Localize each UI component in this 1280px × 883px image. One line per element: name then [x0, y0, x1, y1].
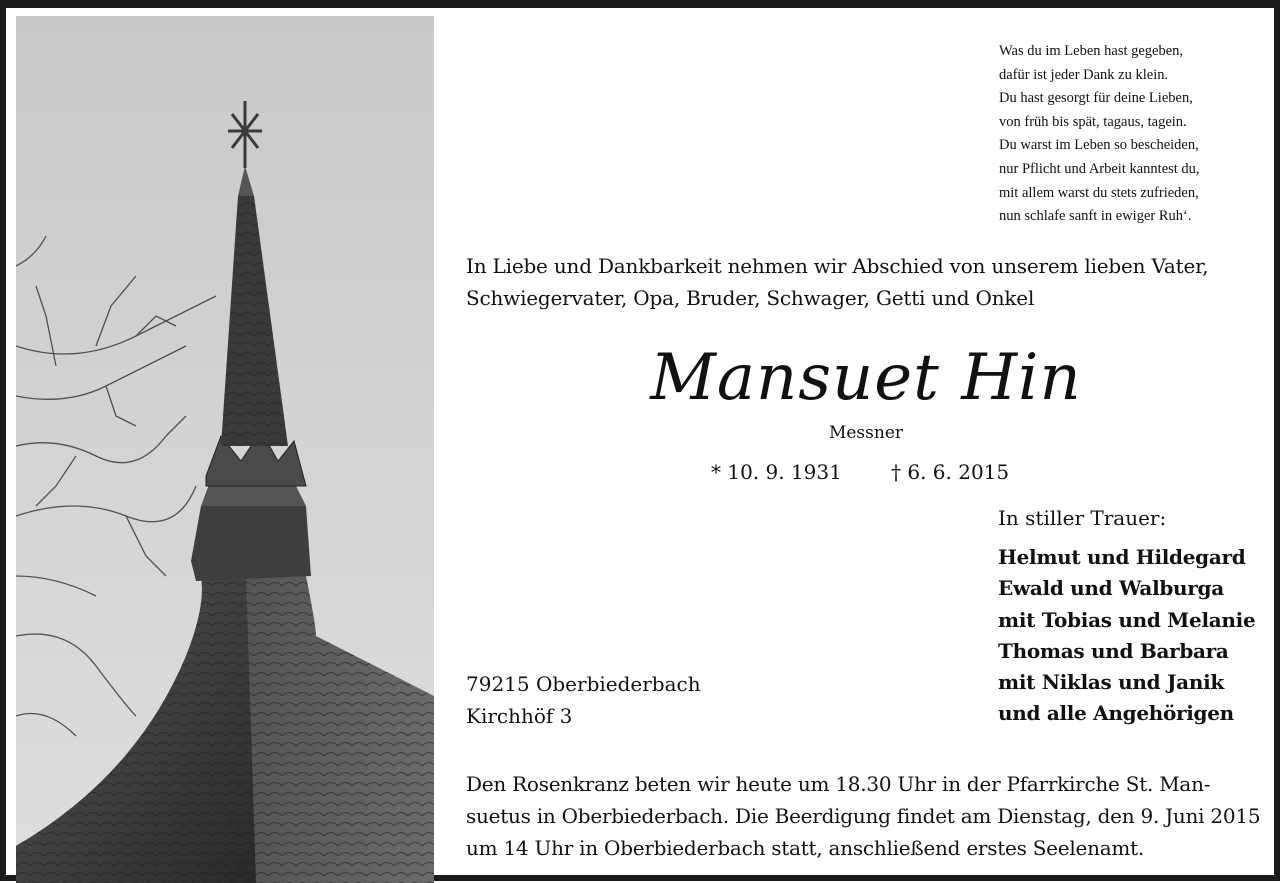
mourner-entry: mit Tobias und Melanie: [998, 607, 1256, 632]
poem-line: mit allem warst du stets zufrieden,: [999, 184, 1199, 201]
address-street: Kirchhöf 3: [466, 704, 573, 728]
service-line: Den Rosenkranz beten wir heute um 18.30 Uhr in der Pfarrkirche St. Man-: [466, 772, 1211, 796]
poem-line: dafür ist jeder Dank zu klein.: [999, 66, 1169, 83]
address-city: 79215 Oberbiederbach: [466, 672, 701, 696]
poem-line: Was du im Leben hast gegeben,: [999, 43, 1184, 59]
intro-line: In Liebe und Dankbarkeit nehmen wir Abschied von unserem lieben Vater,: [466, 254, 1209, 278]
intro-line: Schwiegervater, Opa, Bruder, Schwager, Getti und Onkel: [466, 286, 1035, 310]
poem-line: nur Pflicht und Arbeit kanntest du,: [999, 160, 1200, 177]
deceased-name: Mansuet Hin: [650, 341, 1082, 415]
mourning-heading: In stiller Trauer:: [998, 506, 1167, 530]
mourner-entry: Thomas und Barbara: [998, 638, 1229, 663]
mourners-list: [998, 542, 1255, 730]
deceased-occupation: Messner: [828, 423, 904, 443]
mourner-entry: Helmut und Hildegard: [998, 545, 1246, 569]
farewell-intro: [466, 250, 1266, 314]
memorial-poem: [999, 40, 1264, 229]
poem-line: nun schlafe sanft in ewiger Ruh‘.: [999, 208, 1192, 225]
birth-date: * 10. 9. 1931: [711, 460, 842, 484]
death-date: † 6. 6. 2015: [891, 460, 1010, 484]
church-steeple-photo: [16, 16, 434, 883]
poem-line: von früh bis spät, tagaus, tagein.: [999, 113, 1187, 130]
mourner-entry: mit Niklas und Janik: [998, 670, 1224, 695]
mourner-entry: Ewald und Walburga: [998, 576, 1224, 601]
funeral-service-info: [466, 768, 1266, 864]
poem-line: Du warst im Leben so bescheiden,: [999, 137, 1199, 154]
mourner-entry: und alle Angehörigen: [998, 701, 1234, 726]
poem-line: Du hast gesorgt für deine Lieben,: [999, 90, 1193, 107]
service-line: um 14 Uhr in Oberbiederbach statt, anschließend erstes Seelenamt.: [466, 836, 1144, 860]
service-line: suetus in Oberbiederbach. Die Beerdigung findet am Dienstag, den 9. Juni 2015: [466, 804, 1261, 828]
family-address: [466, 668, 701, 732]
